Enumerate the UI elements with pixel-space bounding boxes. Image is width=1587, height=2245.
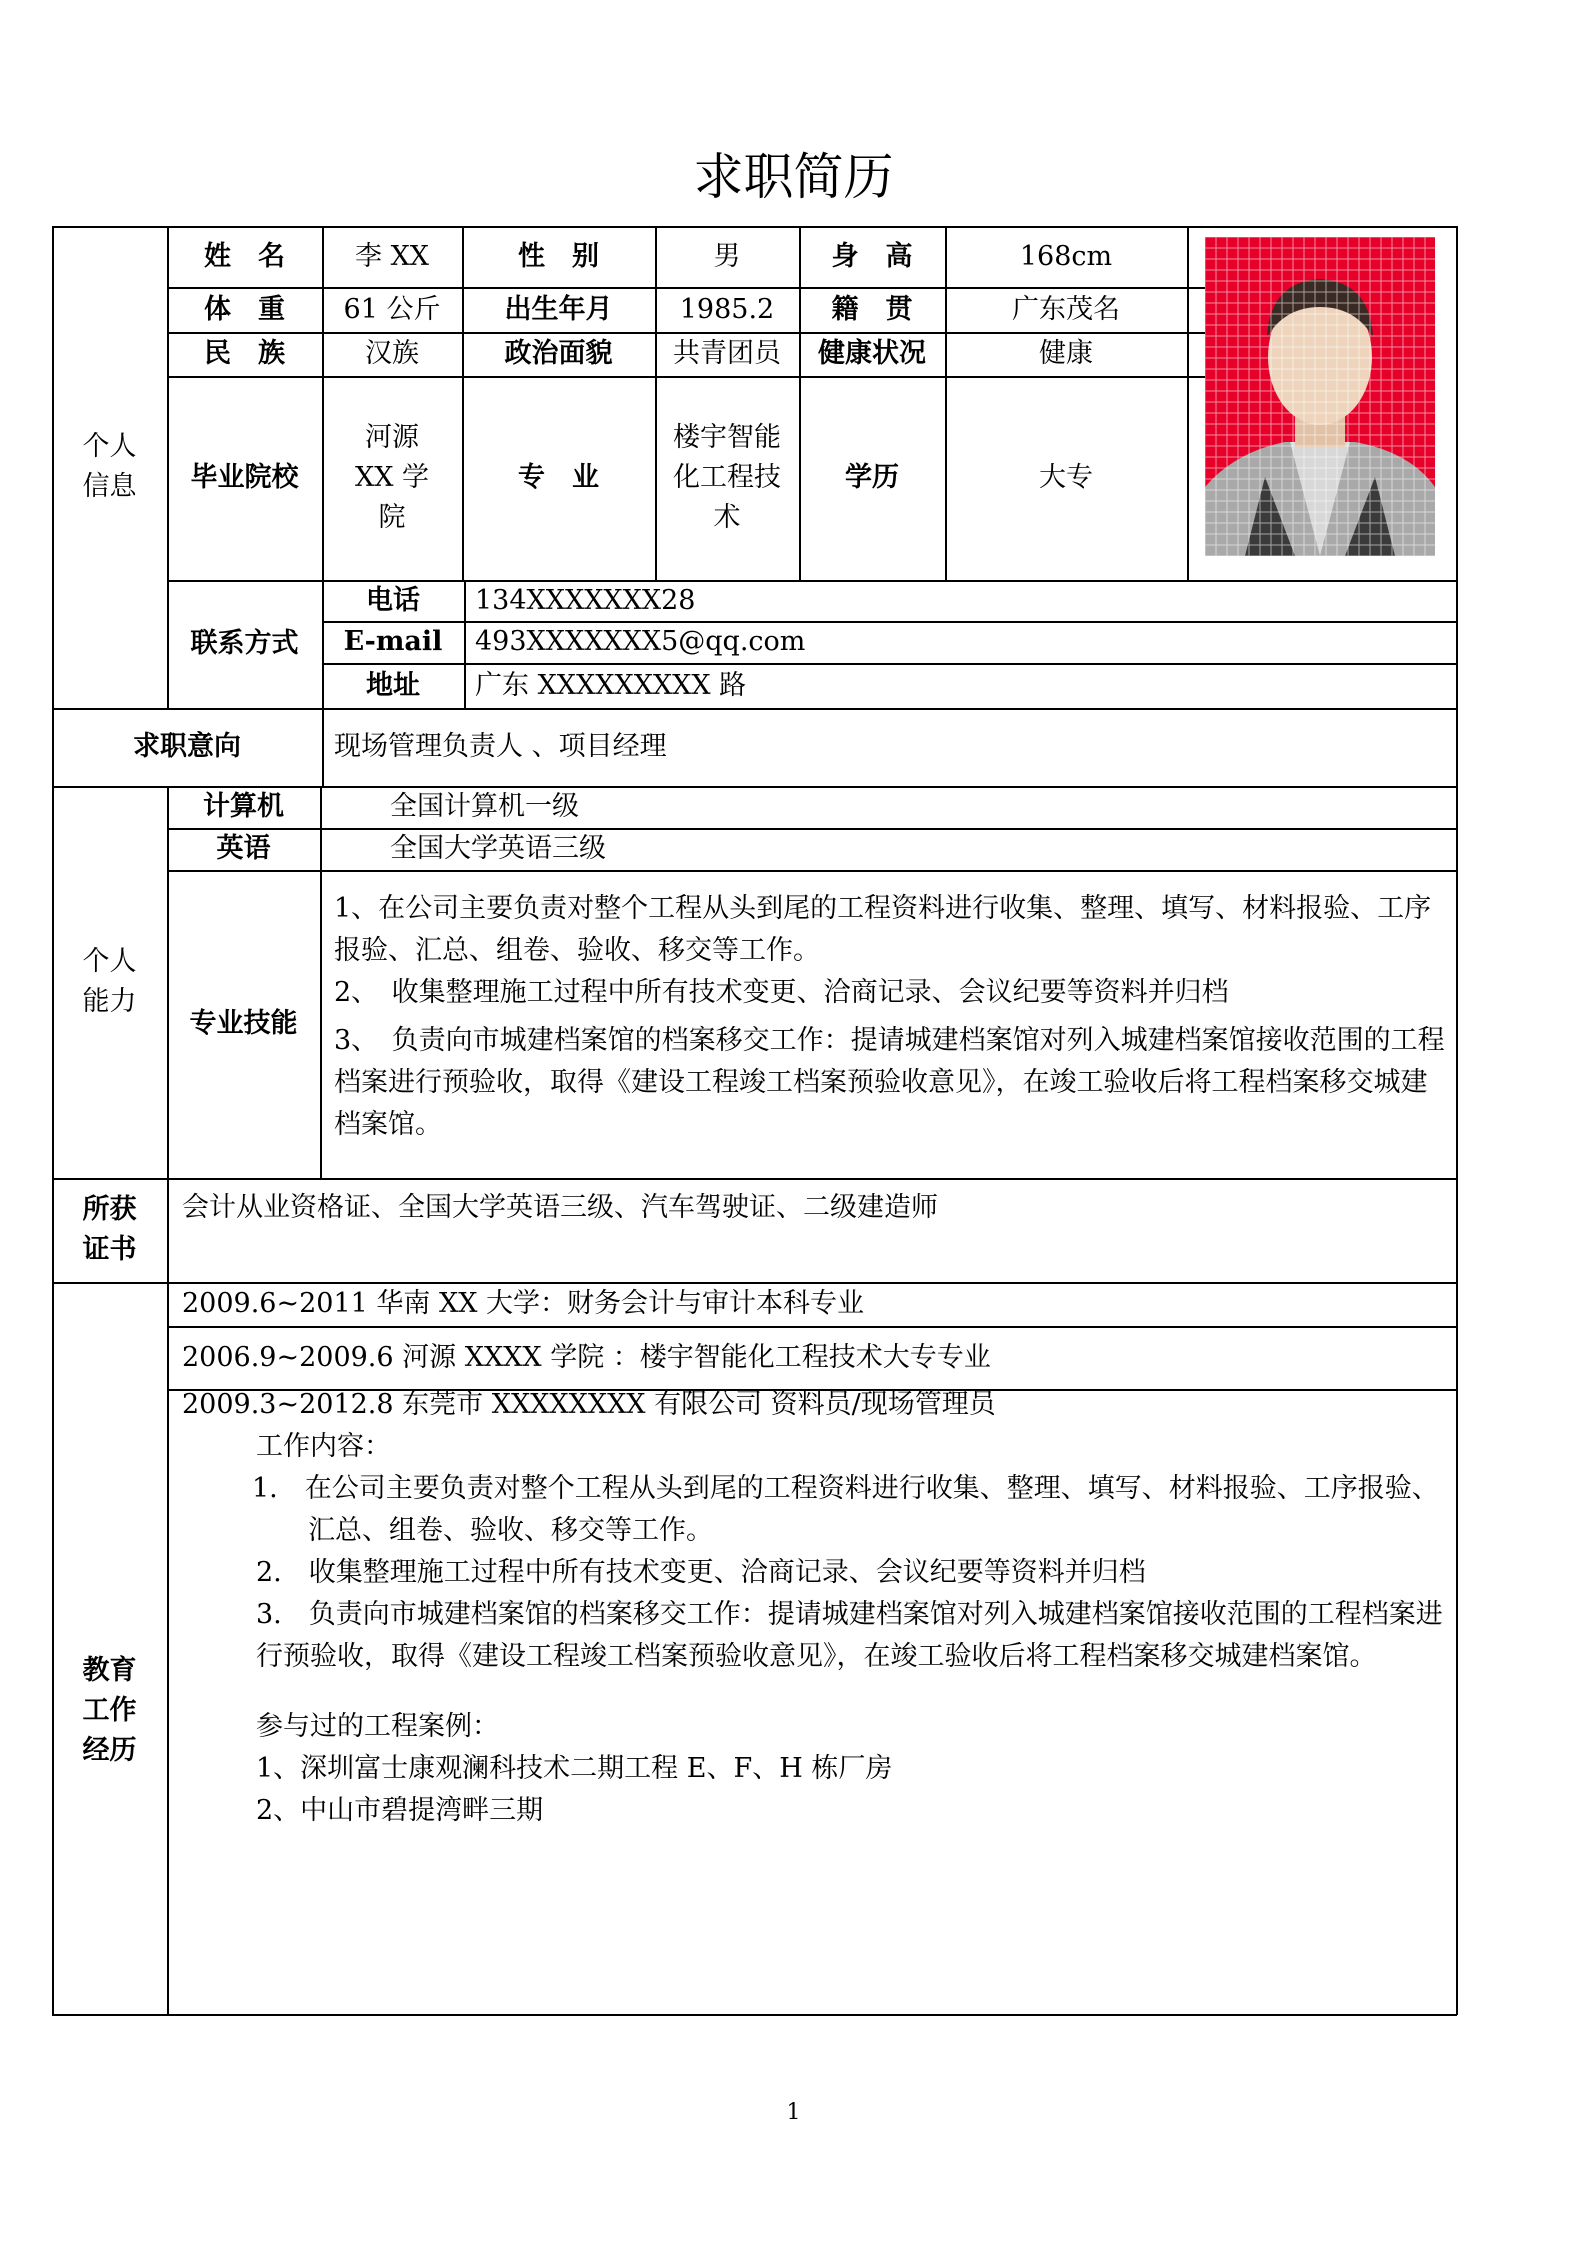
computer-label: 计算机 <box>203 791 284 822</box>
school-label: 毕业院校 <box>190 462 299 493</box>
origin-label: 籍 贯 <box>831 293 913 325</box>
political-label: 政治面貌 <box>504 338 613 369</box>
project-item: 2、中山市碧提湾畔三期 <box>256 1795 544 1826</box>
resume-table <box>52 226 1457 2015</box>
ability-section-label: 个人能力 <box>82 946 137 1017</box>
page-number: 1 <box>786 2100 801 2125</box>
education-entry-1: 2009.6~2011 华南 XX 大学：财务会计与审计本科专业 <box>182 1288 864 1319</box>
major-label: 专 业 <box>518 462 599 493</box>
skills-list <box>334 888 1449 1146</box>
email-label: E-mail <box>343 626 443 657</box>
weight-value: 61 公斤 <box>343 293 441 325</box>
political-value: 共青团员 <box>673 338 781 369</box>
health-value: 健康 <box>1039 338 1093 369</box>
duty-item: 1. 在公司主要负责对整个工程从头到尾的工程资料进行收集、整理、填写、材料报验、工序报验、汇总、组卷、验收、移交等工作。 <box>252 1473 1439 1546</box>
email-value: 493XXXXXXX5@qq.com <box>475 626 806 657</box>
duty-item: 3. 负责向市城建档案馆的档案移交工作：提请城建档案馆对列入城建档案馆接收范围的工程档案进行预验收，取得《建设工程竣工档案预验收意见》，在竣工验收后将工程档案移交城建档案馆。 <box>256 1599 1443 1672</box>
work-content-label: 工作内容： <box>256 1431 391 1462</box>
name-label: 姓 名 <box>204 240 285 272</box>
page-title: 求职简历 <box>693 148 894 206</box>
address-label: 地址 <box>366 669 420 701</box>
birth-value: 1985.2 <box>679 293 775 325</box>
major-value: 楼宇智能化工程技术 <box>673 422 781 533</box>
contact-section-label: 联系方式 <box>190 628 299 659</box>
phone-label: 电话 <box>366 584 420 616</box>
certificates-section-label: 所获证书 <box>82 1194 137 1265</box>
height-value: 168cm <box>1019 240 1113 272</box>
job-header: 2009.3~2012.8 东莞市 XXXXXXXX 有限公司 资料员/现场管理员 <box>182 1389 996 1420</box>
birth-label: 出生年月 <box>504 293 613 325</box>
school-value: 河源 XX 学院 <box>354 422 430 533</box>
height-label: 身 高 <box>831 240 913 272</box>
experience-section-label: 教育工作经历 <box>82 1655 137 1766</box>
ethnic-label: 民 族 <box>204 338 285 369</box>
phone-value: 134XXXXXXX28 <box>475 584 696 616</box>
ethnic-value: 汉族 <box>365 338 419 369</box>
intention-label: 求职意向 <box>133 731 241 762</box>
portrait-photo-icon <box>1205 237 1435 556</box>
gender-value: 男 <box>713 240 741 272</box>
name-value: 李 XX <box>354 240 430 272</box>
skill-item: 3、 负责向市城建档案馆的档案移交工作：提请城建档案馆对列入城建档案馆接收范围的工程档案进行预验收，取得《建设工程竣工档案预验收意见》，在竣工验收后将工程档案移交城建档案馆。 <box>334 1025 1445 1140</box>
work-experience <box>182 1384 1447 1832</box>
skills-label: 专业技能 <box>189 1008 298 1039</box>
weight-label: 体 重 <box>204 293 285 325</box>
projects-label: 参与过的工程案例： <box>256 1711 499 1742</box>
origin-value: 广东茂名 <box>1012 293 1120 325</box>
degree-label: 学历 <box>845 462 899 493</box>
skill-item: 2、 收集整理施工过程中所有技术变更、洽商记录、会议纪要等资料并归档 <box>334 977 1229 1008</box>
address-value: 广东 XXXXXXXXX 路 <box>475 669 747 701</box>
duty-item: 2. 收集整理施工过程中所有技术变更、洽商记录、会议纪要等资料并归档 <box>256 1557 1146 1588</box>
english-label: 英语 <box>216 833 271 864</box>
degree-value: 大专 <box>1039 462 1093 493</box>
project-item: 1、深圳富士康观澜科技术二期工程 E、F、H 栋厂房 <box>256 1753 893 1784</box>
computer-value: 全国计算机一级 <box>390 791 579 822</box>
personal-info-section-label: 个人信息 <box>82 431 137 502</box>
certificates-value: 会计从业资格证、全国大学英语三级、汽车驾驶证、二级建造师 <box>182 1192 938 1223</box>
skill-item: 1、在公司主要负责对整个工程从头到尾的工程资料进行收集、整理、填写、材料报验、工序报验、汇总、组卷、验收、移交等工作。 <box>334 893 1432 966</box>
gender-label: 性 别 <box>518 240 599 272</box>
english-value: 全国大学英语三级 <box>390 833 606 864</box>
intention-value: 现场管理负责人 、项目经理 <box>334 731 667 762</box>
education-entry-2: 2006.9~2009.6 河源 XXXX 学院 ：楼宇智能化工程技术大专专业 <box>182 1341 991 1373</box>
health-label: 健康状况 <box>818 338 926 369</box>
